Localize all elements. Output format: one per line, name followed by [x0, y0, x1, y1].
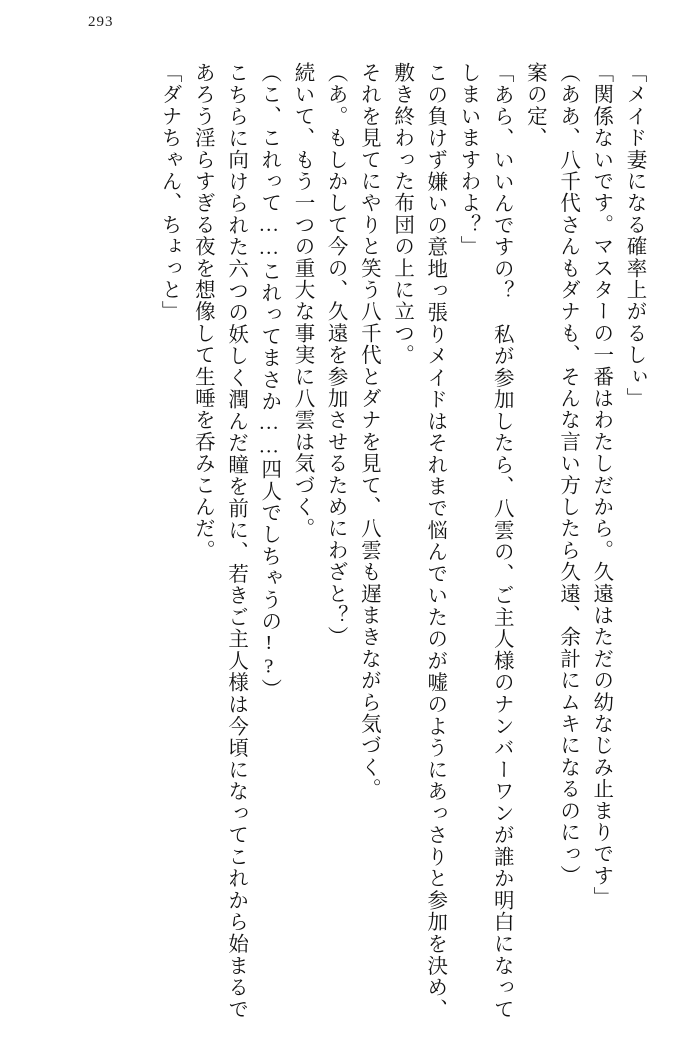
- paragraph: （ああ、八千代さんもダナも、そんな言い方したら久遠、余計にムキになるのにっ）: [556, 62, 579, 887]
- paragraph: この負けず嫌いの意地っ張りメイドはそれまで悩んでいたのが嘘のようにあっさりと参加を決め、敷き終わった布団の上に立つ。: [390, 62, 446, 1020]
- paragraph: 「メイド妻になる確率上がるしぃ」: [623, 62, 645, 410]
- paragraph: 「関係ないです。マスターの一番はわたしだから。久遠はただの幼なじみ止まりです」: [589, 62, 612, 909]
- paragraph: （こ、これって……これってまさか……四人でしちゃうの!?）: [257, 62, 280, 701]
- paragraph: 続いて、もう一つの重大な事実に八雲は気づく。: [290, 62, 313, 540]
- paragraph: こちらに向けられた六つの妖しく潤んだ瞳を前に、若きご主人様は今頃になってこれから始まるであろう淫らすぎる夜を想像して生唾を呑みこんだ。: [191, 62, 247, 1020]
- page-number: 293: [88, 14, 114, 30]
- paragraph: それを見てにやりと笑う八千代とダナを見て、八雲も遅まきながら気づく。: [357, 62, 380, 800]
- paragraph: 案の定、: [523, 62, 546, 149]
- page-body-text: [55, 62, 650, 1020]
- paragraph: （あ。もしかして今の、久遠を参加させるためにわざと？）: [324, 62, 347, 648]
- paragraph: 「あら、いいんですの？ 私が参加したら、八雲の、ご主人様のナンバーワンが誰か明白になってしまいますわよ？」: [456, 62, 513, 1020]
- paragraph: 「ダナちゃん、ちょっと」: [158, 62, 181, 323]
